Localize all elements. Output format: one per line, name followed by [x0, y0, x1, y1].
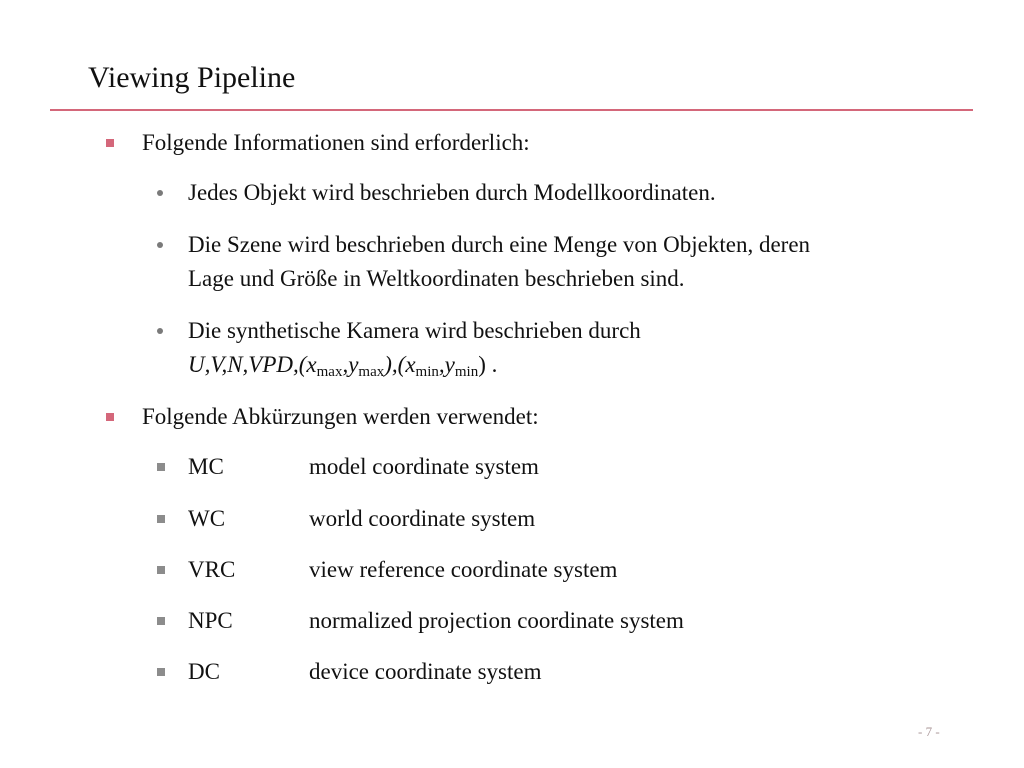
abbreviation-row	[188, 553, 617, 587]
dot-bullet-icon	[157, 328, 163, 334]
section2-heading: Folgende Abkürzungen werden verwendet:	[142, 404, 539, 429]
section1-heading: Folgende Informationen sind erforderlich:	[142, 130, 530, 155]
section1-heading-item	[142, 128, 530, 158]
abbreviation: VRC	[188, 557, 236, 582]
title-underline	[50, 109, 973, 111]
square-bullet-icon	[106, 413, 114, 421]
item-text-continued: Lage und Größe in Weltkoordinaten beschrieben sind.	[188, 266, 685, 291]
page-number: - 7 -	[918, 724, 940, 739]
abbreviation-description: device coordinate system	[309, 659, 542, 684]
square-bullet-icon	[106, 139, 114, 147]
dot-bullet-icon	[157, 190, 163, 196]
abbreviation-row	[188, 655, 541, 689]
dot-bullet-icon	[157, 242, 163, 248]
section2-heading-item	[142, 402, 539, 432]
abbreviation-row	[188, 604, 684, 638]
abbreviation-row	[188, 502, 535, 536]
list-item	[188, 176, 716, 210]
abbreviation-description: world coordinate system	[309, 506, 536, 531]
abbreviation: WC	[188, 506, 226, 531]
list-item	[188, 228, 810, 296]
item-text: Jedes Objekt wird beschrieben durch Modellkoordinaten.	[188, 180, 716, 205]
abbreviation-description: view reference coordinate system	[309, 557, 618, 582]
item-text: Die synthetische Kamera wird beschrieben durch	[188, 318, 641, 343]
square-bullet-icon	[157, 463, 165, 471]
slide-title: Viewing Pipeline	[88, 61, 296, 94]
square-bullet-icon	[157, 515, 165, 523]
square-bullet-icon	[157, 566, 165, 574]
abbreviation-description: normalized projection coordinate system	[309, 608, 684, 633]
abbreviation-row	[188, 450, 539, 484]
abbreviation: MC	[188, 454, 224, 479]
square-bullet-icon	[157, 668, 165, 676]
camera-formula: $U,V,N,VPD,(x_{max},y_{max}),(x_{min},y_{min})$ .	[188, 352, 498, 380]
abbreviation: DC	[188, 659, 220, 684]
item-text: Die Szene wird beschrieben durch eine Menge von Objekten, deren	[188, 232, 811, 257]
list-item	[188, 314, 641, 382]
abbreviation-description: model coordinate system	[309, 454, 539, 479]
square-bullet-icon	[157, 617, 165, 625]
abbreviation: NPC	[188, 608, 233, 633]
